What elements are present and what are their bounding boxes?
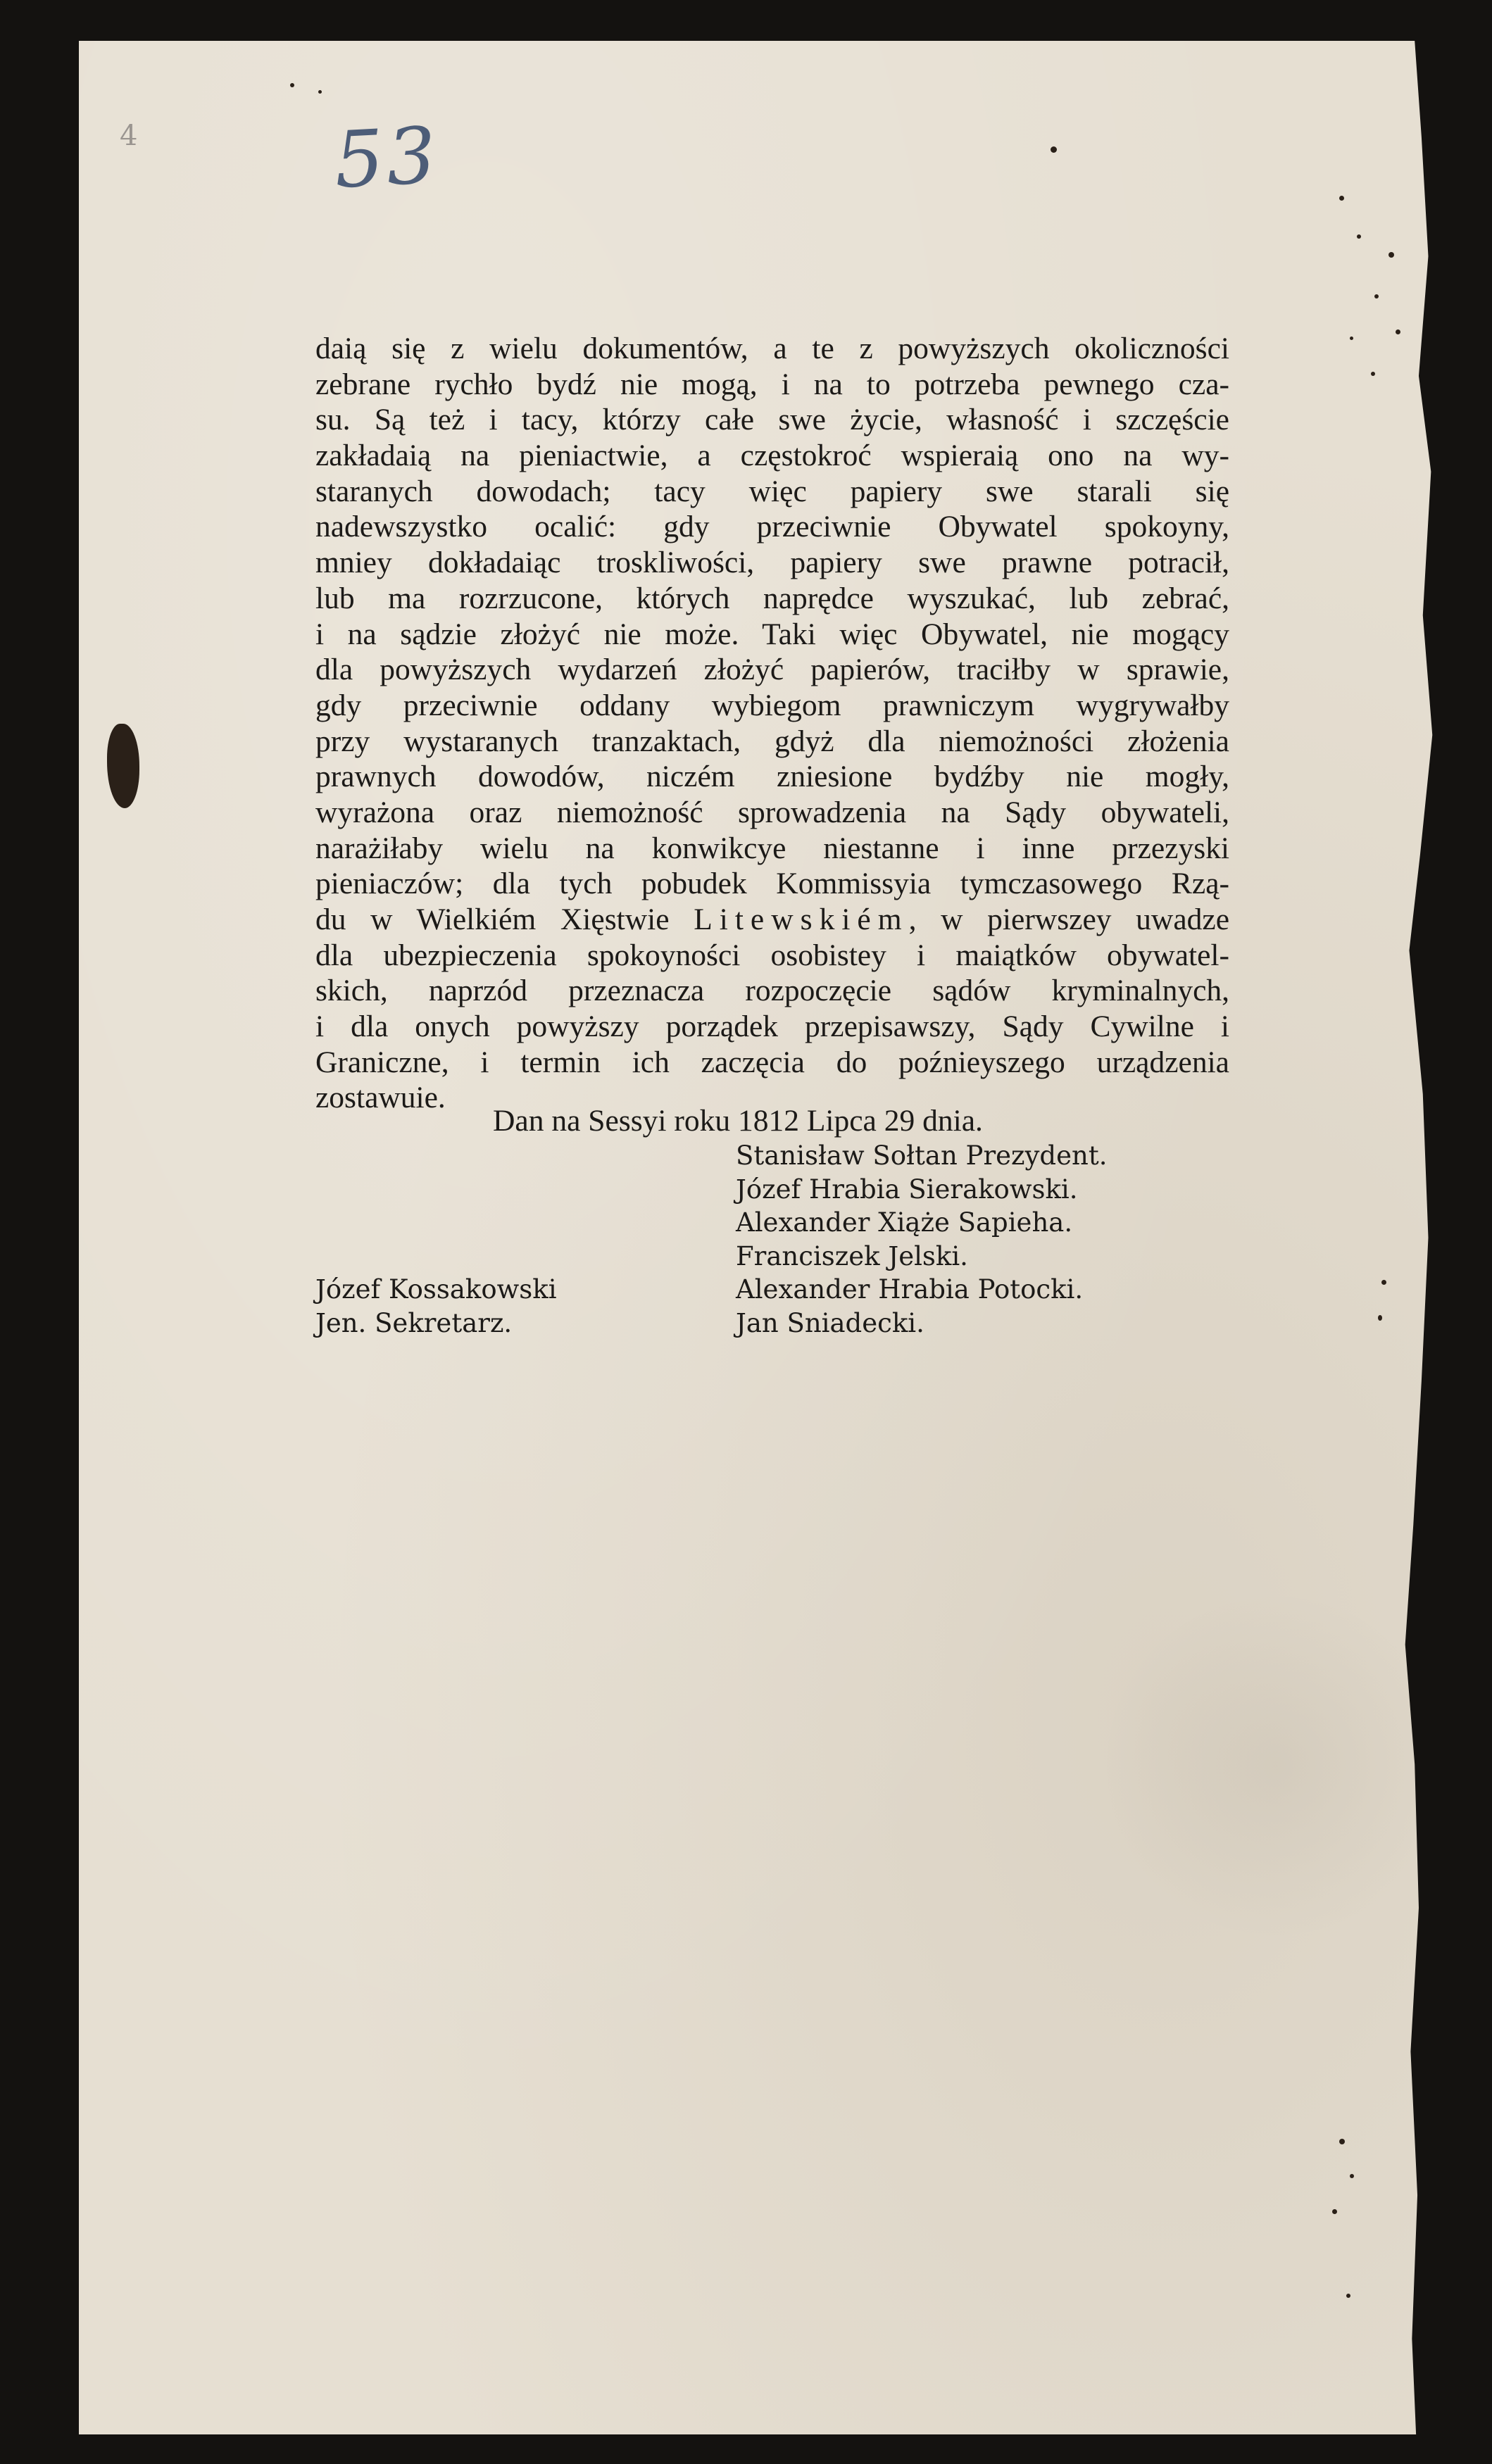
- text-line: zostawuie.: [315, 1081, 446, 1115]
- stain-dot: [290, 83, 294, 87]
- text-line: narażiłaby wielu na konwikcye niestanne i inne przezyski: [315, 831, 1229, 865]
- text-line: daią się z wielu dokumentów, a te z powyższych okoliczności: [315, 332, 1229, 365]
- text-line-head: du w Wielkiém Xięstwie: [315, 903, 670, 936]
- stain-dot: [1350, 2174, 1354, 2178]
- stain-dot: [1346, 2294, 1350, 2298]
- pencil-mark: 4: [120, 120, 138, 152]
- text-line: dla powyższych wydarzeń złożyć papierów, traciłby w sprawie,: [315, 653, 1229, 687]
- text-line: pieniaczów; dla tych pobudek Kommissyia tymczasowego Rzą-: [315, 867, 1229, 901]
- text-line: lub ma rozrzucone, których naprędce wyszukać, lub zebrać,: [315, 581, 1229, 615]
- stain-dot: [1388, 252, 1394, 258]
- text-line: gdy przeciwnie oddany wybiegom prawniczym wygrywałby: [315, 688, 1229, 722]
- signatory: Alexander Xiąże Sapieha.: [736, 1207, 1073, 1238]
- text-line: su. Są też i tacy, którzy całe swe życie, własność i szczęście: [315, 403, 1229, 437]
- text-line: i dla onych powyższy porządek przepisawszy, Sądy Cywilne i: [315, 1010, 1229, 1044]
- stain-dot: [1332, 2209, 1337, 2214]
- spaced-word: Litewskiém: [694, 903, 909, 936]
- secretary-title: Jen. Sekretarz.: [315, 1307, 513, 1338]
- text-line: skich, naprzód przeznacza rozpoczęcie sądów kryminalnych,: [315, 974, 1229, 1008]
- ink-blot: [107, 724, 139, 808]
- text-line: Graniczne, i termin ich zaczęcia do poźnieyszego urządzenia: [315, 1045, 1229, 1079]
- stain-dot: [1378, 1315, 1382, 1321]
- stain-dot: [1396, 329, 1400, 334]
- signatory: Jan Sniadecki.: [736, 1307, 924, 1338]
- text-line-spaced: [315, 902, 1229, 938]
- text-line: zebrane rychło bydź nie mogą, i na to potrzeba pewnego cza-: [315, 367, 1229, 401]
- signatory: Alexander Hrabia Potocki.: [736, 1274, 1084, 1305]
- stain-dot: [1374, 294, 1379, 298]
- text-line: dla ubezpieczenia spokoyności osobistey i maiątków obywatel-: [315, 938, 1229, 972]
- body-text: [315, 331, 1229, 1116]
- stain-dot: [1381, 1280, 1386, 1285]
- stain-dot: [1339, 2139, 1345, 2144]
- text-line: staranych dowodach; tacy więc papiery swe starali się: [315, 474, 1229, 508]
- signatory: Franciszek Jelski.: [736, 1240, 968, 1271]
- signatory: Józef Hrabia Sierakowski.: [736, 1174, 1078, 1205]
- text-line: mniey dokładaiąc troskliwości, papiery swe prawne potracił,: [315, 546, 1229, 580]
- stain-dot: [1350, 337, 1353, 340]
- date-line: Dan na Sessyi roku 1812 Lipca 29 dnia.: [493, 1104, 983, 1138]
- signatories-list: [736, 1139, 1107, 1340]
- secretary-block: [315, 1273, 557, 1340]
- stain-dot: [1371, 372, 1375, 376]
- stain-dot: [1357, 234, 1361, 239]
- stain-dot: [1339, 196, 1344, 201]
- stain-dot: [318, 90, 322, 94]
- secretary-name: Józef Kossakowski: [315, 1274, 557, 1305]
- stain-dot: [1051, 146, 1057, 153]
- text-line: i na sądzie złożyć nie może. Taki więc Obywatel, nie mogący: [315, 617, 1229, 651]
- text-line: nadewszystko ocalić: gdy przeciwnie Obywatel spokoyny,: [315, 510, 1229, 544]
- text-line-tail: , w pierwszey uwadze: [908, 903, 1230, 936]
- bleed-through: [1100, 1590, 1452, 1942]
- text-line: przy wystaranych tranzaktach, gdyż dla niemożności złożenia: [315, 724, 1229, 758]
- text-line: prawnych dowodów, niczém zniesione bydźby nie mogły,: [315, 760, 1229, 794]
- text-line: wyrażona oraz niemożność sprowadzenia na Sądy obywateli,: [315, 795, 1229, 829]
- text-line: zakładaią na pieniactwie, a częstokroć wspieraią ono na wy-: [315, 439, 1229, 473]
- signatory: Stanisław Sołtan Prezydent.: [736, 1140, 1108, 1171]
- page-number: 53: [332, 110, 441, 206]
